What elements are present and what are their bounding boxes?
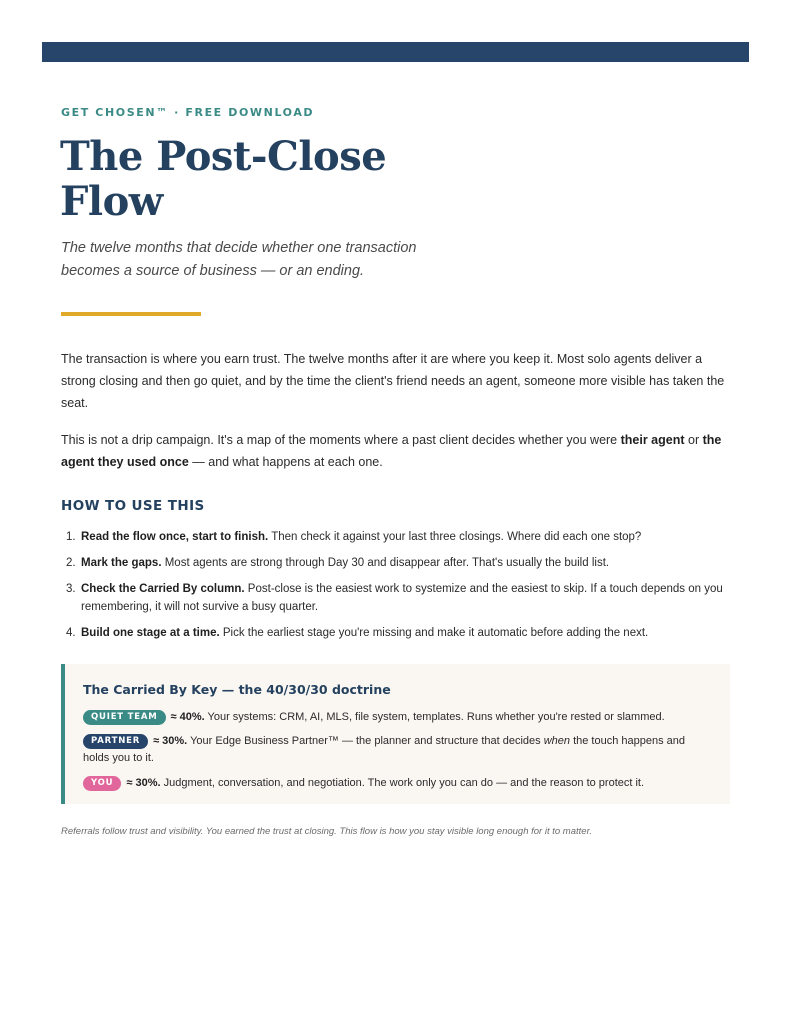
key-row-quiet-team xyxy=(83,709,713,726)
intro-paragraph-2 xyxy=(61,429,731,473)
how-to-use-steps xyxy=(66,528,726,650)
step-item xyxy=(66,528,726,546)
step-text: Most agents are strong through Day 30 and disappear after. That's usually the build list. xyxy=(161,557,610,569)
key-share: ≈ 30%. xyxy=(153,735,188,747)
how-to-use-heading: HOW TO USE THIS xyxy=(61,498,205,514)
step-number: 2. xyxy=(66,557,76,569)
subtitle-line-2: becomes a source of business — or an ending. xyxy=(61,263,365,279)
key-description: Judgment, conversation, and negotiation. The work only you can do — and the reason to protect it. xyxy=(160,777,645,789)
step-lead: Check the Carried By column. xyxy=(81,583,245,595)
carried-by-key-title: The Carried By Key — the 40/30/30 doctrine xyxy=(83,682,391,697)
step-number: 4. xyxy=(66,627,76,639)
step-number: 1. xyxy=(66,531,76,543)
key-share: ≈ 40%. xyxy=(170,711,205,723)
intro-paragraph-1: The transaction is where you earn trust. The twelve months after it are where you keep it. Most solo agents deliver a strong closing and then go quiet, and by the time the client's friend needs an agent, someone more visible has taken the seat. xyxy=(61,352,725,410)
page-subtitle xyxy=(61,237,461,283)
eyebrow-label: GET CHOSEN™ · FREE DOWNLOAD xyxy=(61,106,315,119)
carried-by-key-callout xyxy=(61,664,730,804)
step-number: 3. xyxy=(66,583,76,595)
step-lead: Read the flow once, start to finish. xyxy=(81,531,269,543)
key-description: Your Edge Business Partner™ — the planner and structure that decides xyxy=(187,735,544,747)
step-text: Then check it against your last three closings. Where did each one stop? xyxy=(268,531,642,543)
key-emphasis-when: when xyxy=(543,735,571,747)
step-item xyxy=(66,624,726,642)
step-item xyxy=(66,554,726,572)
page-title: The Post-Close Flow xyxy=(60,133,387,225)
step-lead: Mark the gaps. xyxy=(81,557,162,569)
you-badge: YOU xyxy=(83,776,121,791)
key-share: ≈ 30%. xyxy=(126,777,161,789)
step-text: Post-close is the easiest work to systemize and the easiest to skip. If a touch depends on you remembering, it will not survive a busy quarter. xyxy=(81,583,723,613)
quiet-team-badge: QUIET TEAM xyxy=(83,710,166,725)
intro-emphasis-used-once: the agent they used once xyxy=(61,433,722,469)
key-row-partner xyxy=(83,733,713,767)
closing-footnote: Referrals follow trust and visibility. You earned the trust at closing. This flow is how you stay visible long enough for it to matter. xyxy=(61,826,593,837)
key-description: the touch happens and holds you to it. xyxy=(83,735,686,764)
intro-text: — and what happens at each one. xyxy=(188,455,383,469)
header-band xyxy=(42,42,749,62)
intro-emphasis-their-agent: their agent xyxy=(620,433,685,447)
step-lead: Build one stage at a time. xyxy=(81,627,220,639)
accent-divider xyxy=(61,312,201,316)
subtitle-line-1: The twelve months that decide whether one transaction xyxy=(61,240,417,256)
step-item xyxy=(66,580,726,616)
key-description: Your systems: CRM, AI, MLS, file system, templates. Runs whether you're rested or slammed. xyxy=(204,711,665,723)
key-row-you xyxy=(83,775,713,792)
intro-text: This is not a drip campaign. It's a map of the moments where a past client decides whether you were xyxy=(61,433,621,447)
step-text: Pick the earliest stage you're missing and make it automatic before adding the next. xyxy=(219,627,649,639)
intro-text: or xyxy=(684,433,703,447)
partner-badge: PARTNER xyxy=(83,734,148,749)
